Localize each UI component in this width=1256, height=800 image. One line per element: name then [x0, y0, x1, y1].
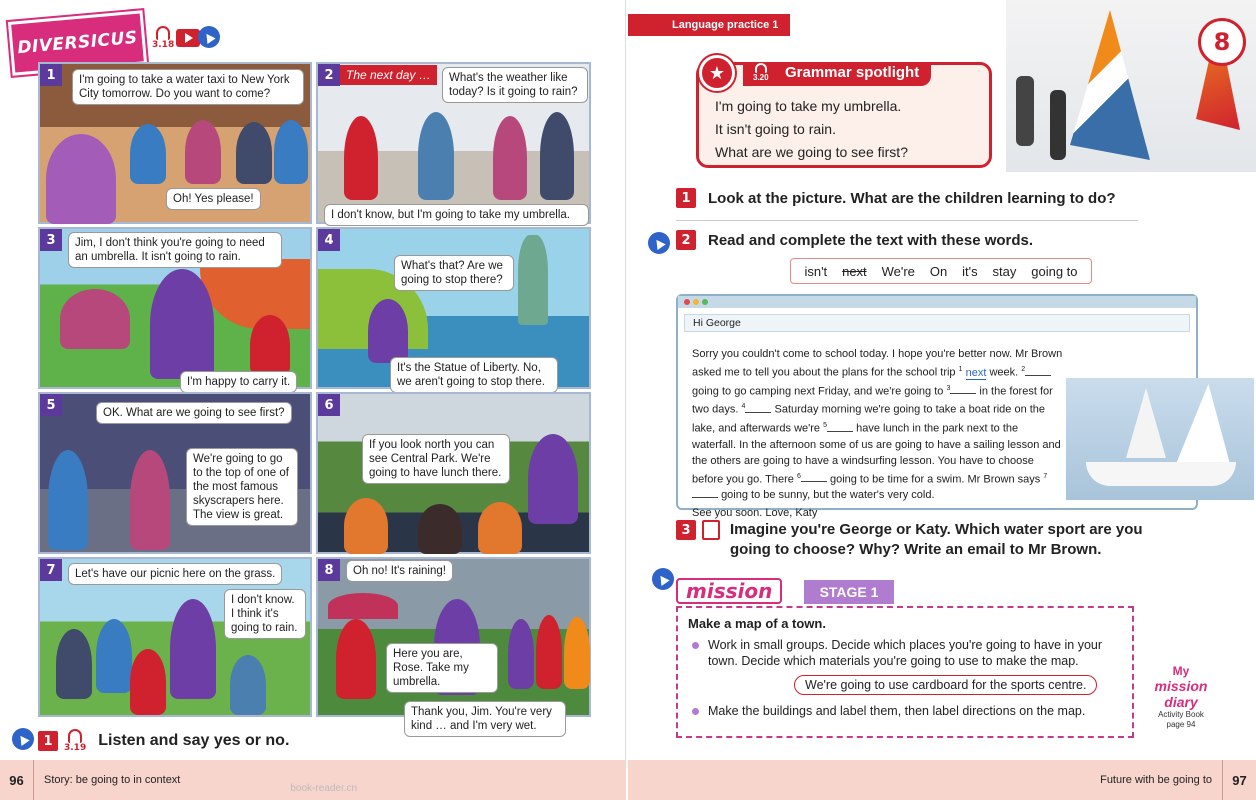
audio-track-number: 3.19: [64, 743, 87, 753]
comic-panel-5: [38, 392, 312, 554]
headphones-icon: [156, 26, 170, 40]
mission-logo: mission: [676, 578, 782, 604]
email-signature: See you soon. Love, Katy: [692, 507, 818, 520]
child-raincoat: [508, 619, 534, 689]
boy-character: [274, 120, 308, 184]
section-tag: Language practice 1: [628, 14, 790, 36]
diary-label: mission diary: [1154, 678, 1208, 710]
exercise-instruction: Look at the picture. What are the children learning to do?: [708, 189, 1116, 207]
right-footer: [628, 760, 1256, 800]
grammar-title: [743, 62, 931, 86]
minimize-dot: [693, 299, 699, 305]
windsurfer-figure: [1016, 76, 1034, 146]
footer-text: Future with be going to: [1100, 774, 1212, 786]
email-text: going to be time for a swim. Mr Brown says: [829, 473, 1041, 486]
children-group: [60, 289, 130, 349]
word-option: On: [929, 263, 948, 279]
grammar-line: What are we going to see first?: [715, 144, 908, 160]
boy-character: [130, 450, 170, 550]
email-text: going to be sunny, but the water's very cold.: [721, 489, 935, 502]
speech-bubble: What's that? Are we going to stop there?: [394, 255, 514, 291]
girl-character: [540, 112, 574, 200]
sailing-photo: [1066, 378, 1254, 500]
panel-number: 7: [40, 559, 62, 581]
comic-panel-6: [316, 392, 591, 554]
word-option: isn't: [804, 263, 828, 279]
mission-bullet: Work in small groups. Decide which places you're going to have in your town. Decide which materials you're going to use to make the map.: [688, 637, 1122, 669]
word-option: it's: [962, 263, 978, 279]
panel-caption: The next day …: [340, 65, 437, 85]
logo-text: DIVERSICUS: [16, 27, 139, 59]
page-number: 97: [1222, 760, 1256, 800]
example-speech: We're going to use cardboard for the sports centre.: [794, 675, 1097, 695]
speech-bubble: Oh no! It's raining!: [346, 560, 453, 582]
exercise-2-row: [676, 230, 1033, 250]
exercise-number: 2: [676, 230, 696, 250]
answer-blank-4[interactable]: [745, 403, 771, 413]
email-text: have lunch in the park next to the waterfall. In the afternoon some of us are going to have a sailing lesson and the others are going to have a windsurfing lesson. You have to choose before you go. There: [692, 422, 1061, 486]
panel-number: 1: [40, 64, 62, 86]
diversicus-character: [528, 434, 578, 524]
water-taxi-shape: [200, 259, 310, 329]
child-head: [344, 498, 388, 554]
girl-character: [185, 120, 221, 184]
right-page: [628, 0, 1256, 800]
exercise-number: 1: [38, 731, 58, 751]
sail-shape: [1176, 384, 1230, 464]
grammar-line: It isn't going to rain.: [715, 121, 836, 137]
comic-panel-1: [38, 62, 312, 224]
mission-section: [676, 578, 1134, 738]
panel-number: 2: [318, 64, 340, 86]
child-raincoat: [564, 617, 590, 689]
cursor-icon[interactable]: [198, 26, 220, 48]
video-play-icon[interactable]: [176, 29, 200, 47]
comic-panel-8: [316, 557, 591, 732]
answer-blank-2[interactable]: [1025, 366, 1051, 376]
video-badge[interactable]: [152, 26, 200, 50]
left-footer: [0, 760, 626, 800]
umbrella-shape: [328, 593, 398, 619]
maximize-dot: [702, 299, 708, 305]
speech-bubble: I'm happy to carry it.: [180, 371, 297, 393]
diary-label: My: [1172, 664, 1190, 678]
comic-panel-4: [316, 227, 591, 389]
cursor-icon[interactable]: [12, 728, 34, 750]
exercise-1-row: [676, 188, 1116, 208]
girl-character: [236, 122, 272, 184]
child-head: [418, 504, 462, 554]
speech-bubble: I'm going to take a water taxi to New York City tomorrow. Do you want to come?: [72, 69, 304, 105]
page-number: 96: [0, 760, 34, 800]
boy-character: [48, 450, 88, 550]
divider: [676, 220, 1138, 221]
audio-badge[interactable]: [64, 729, 86, 753]
boy-character: [344, 116, 378, 200]
child-head: [478, 502, 522, 554]
audio-badge[interactable]: [753, 63, 769, 82]
footer-text: Story: be going to in context: [44, 774, 181, 786]
girl-character: [493, 116, 527, 200]
email-titlebar: [678, 296, 1196, 308]
speech-bubble: What's the weather like today? Is it going to rain?: [442, 67, 588, 103]
speech-bubble: OK. What are we going to see first?: [96, 402, 292, 424]
speech-bubble: I don't know. I think it's going to rain.: [224, 589, 306, 639]
comic-panel-2: [316, 62, 591, 224]
boat-hull: [1086, 462, 1236, 486]
panel-number: 8: [318, 559, 340, 581]
diary-page: page 94: [1166, 720, 1196, 729]
speech-bubble: I don't know, but I'm going to take my umbrella.: [324, 204, 589, 226]
comic-panel-3: [38, 227, 312, 389]
speech-bubble: If you look north you can see Central Park. We're going to have lunch there.: [362, 434, 510, 484]
headphones-icon: [755, 63, 767, 73]
word-option: stay: [992, 263, 1017, 279]
exercise-number: 1: [676, 188, 696, 208]
headphones-icon: [68, 729, 82, 743]
email-text: Sorry you couldn't come to school today. I hope you're better now. Mr Brown asked me to tell you about the plans for the school trip: [692, 348, 1063, 379]
jim-character: [250, 315, 290, 375]
diversicus-character: [46, 134, 116, 224]
panel-number: 5: [40, 394, 62, 416]
speech-bubble: Here you are, Rose. Take my umbrella.: [386, 643, 498, 693]
speech-bubble: Let's have our picnic here on the grass.: [68, 563, 282, 585]
answer-blank-3[interactable]: [950, 384, 976, 394]
boy-character: [418, 112, 454, 200]
exercise-instruction: Listen and say yes or no.: [98, 732, 290, 749]
speech-bubble: Thank you, Jim. You're very kind … and I'm very wet.: [404, 701, 566, 737]
email-text: week.: [989, 366, 1019, 379]
diversicus-character: [170, 599, 216, 699]
panel-number: 6: [318, 394, 340, 416]
cursor-icon[interactable]: [652, 568, 674, 590]
diversicus-character: [150, 269, 214, 379]
word-option: going to: [1031, 263, 1078, 279]
mission-title: Make a map of a town.: [688, 616, 826, 631]
exercise-instruction: Imagine you're George or Katy. Which water sport are you going to choose? Why? Write an email to Mr Brown.: [730, 521, 1143, 558]
audio-track-number: 3.20: [753, 73, 769, 82]
mission-box: [676, 606, 1134, 738]
panel-number: 4: [318, 229, 340, 251]
word-option-used: next: [842, 263, 867, 279]
mission-diary-ref[interactable]: [1146, 664, 1216, 730]
mission-bullet: Make the buildings and label them, then label directions on the map.: [688, 703, 1122, 719]
boy-character: [96, 619, 132, 693]
child-raincoat: [536, 615, 562, 689]
left-page: [0, 0, 626, 800]
jim-character: [336, 619, 376, 699]
email-body: Sorry you couldn't come to school today. I hope you're better now. Mr Brown asked me to tell you about the plans for the school trip $^1$ next week. $^2$ going to go camping next Friday, and we're going to $^3$ in the forest for two days. $^4$ Saturday morning we're going to take a boat ride on the lake, and afterwards we're $^5$ have lunch in the park next to the waterfall. In the afternoon some of us are going to have a sailing lesson and the others are going to have a windsurfing lesson. You have to choose before you go. There $^6$ going to be time for a swim. Mr Brown says $^7$ going to be sunny, but the water's very cold. See you soon. Love, Katy: [692, 348, 1063, 520]
diary-book: Activity Book: [1158, 710, 1204, 719]
grammar-line: I'm going to take my umbrella.: [715, 98, 902, 114]
email-recipient: Hi George: [684, 314, 1190, 332]
comic-panel-7: [38, 557, 312, 717]
jim-character: [230, 655, 266, 715]
answer-blank-6[interactable]: [801, 472, 827, 482]
email-text: Saturday morning we're going to take a boat ride on the lake, and afterwards we're: [692, 403, 1046, 435]
close-dot: [684, 299, 690, 305]
word-option: We're: [881, 263, 915, 279]
example-answer: next: [965, 366, 987, 379]
boy-character: [130, 649, 166, 715]
answer-blank-7[interactable]: [692, 488, 718, 498]
grammar-title-text: Grammar spotlight: [785, 64, 920, 81]
boy-character: [130, 124, 166, 184]
speech-bubble: We're going to go to the top of one of the most famous skyscrapers here. The view is great.: [186, 448, 298, 526]
email-text: going to go camping next Friday, and we're going to: [692, 385, 944, 398]
stage-tab: STAGE 1: [804, 580, 894, 604]
word-box: [790, 258, 1092, 284]
exercise-1-row: [38, 729, 289, 753]
grammar-spotlight-box: [696, 62, 992, 168]
star-icon: ★: [699, 55, 735, 91]
girl-character: [56, 629, 92, 699]
email-text: in the forest for two days.: [692, 385, 1053, 416]
answer-blank-5[interactable]: [827, 422, 853, 432]
exercise-instruction: Read and complete the text with these words.: [708, 231, 1034, 249]
diversicus-character: [368, 299, 408, 363]
speech-bubble: Jim, I don't think you're going to need an umbrella. It isn't going to rain.: [68, 232, 282, 268]
watermark: book-reader.cn: [290, 782, 358, 794]
writing-icon: [702, 520, 720, 540]
unit-number-badge: 8: [1198, 18, 1246, 66]
speech-bubble: Oh! Yes please!: [166, 188, 261, 210]
panel-number: 3: [40, 229, 62, 251]
exercise-number: 3: [676, 520, 696, 540]
sail-shape: [1126, 388, 1166, 458]
windsurfer-figure: [1050, 90, 1066, 160]
statue-of-liberty: [518, 235, 548, 325]
cursor-icon[interactable]: [648, 232, 670, 254]
speech-bubble: It's the Statue of Liberty. No, we aren't going to stop there.: [390, 357, 558, 393]
video-track-number: 3.18: [152, 40, 175, 50]
exercise-3-row: [676, 520, 1154, 560]
sail-shape: [1070, 10, 1150, 160]
